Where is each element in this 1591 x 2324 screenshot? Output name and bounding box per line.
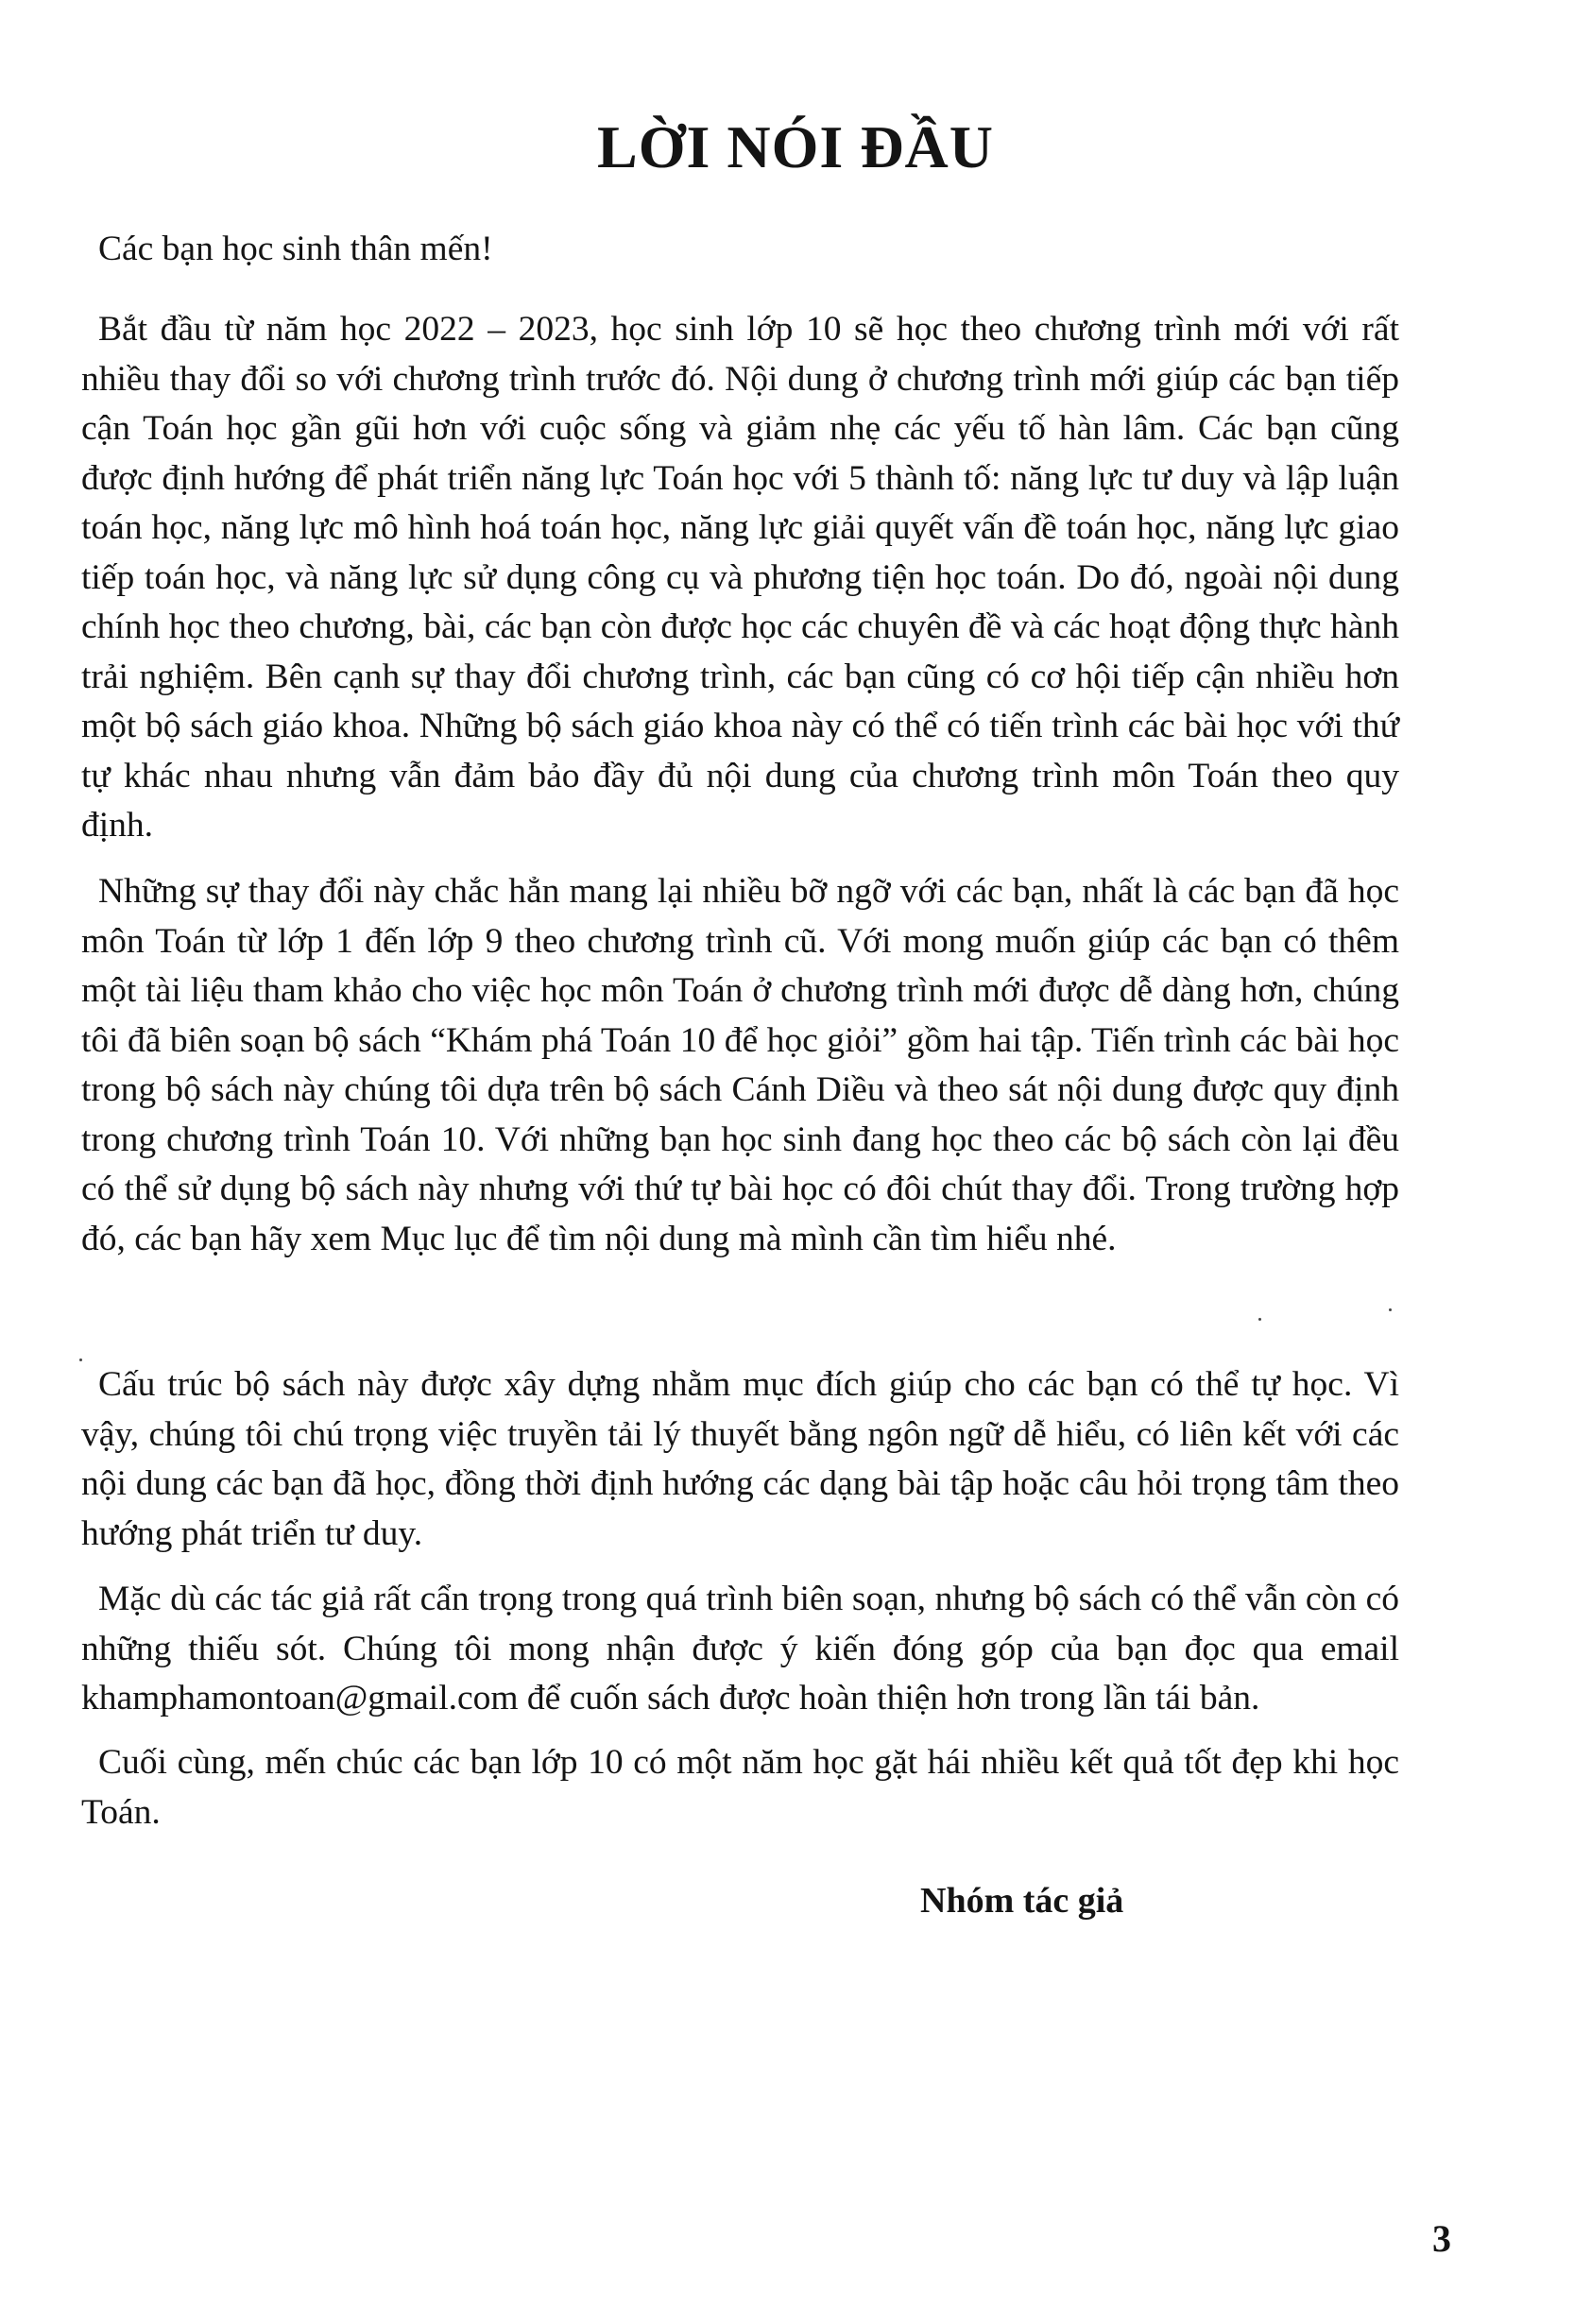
author-signature: Nhóm tác giả (920, 1881, 1124, 1921)
paragraph-structure: Cấu trúc bộ sách này được xây dựng nhằm mục đích giúp cho các bạn có thể tự học. Vì vậy, chúng tôi chú trọng việc truyền tải lý thuyết bằng ngôn ngữ dễ hiểu, có liên kết với các nội dung các bạn đã học, đồng thời định hướng các dạng bài tập hoặc câu hỏi trọng tâm theo hướng phát triển tư duy. (81, 1365, 1399, 1553)
paragraph-changes: Những sự thay đổi này chắc hẳn mang lại nhiều bỡ ngỡ với các bạn, nhất là các bạn đã học môn Toán từ lớp 1 đến lớp 9 theo chương trình cũ. Với mong muốn giúp các bạn có thêm một tài liệu tham khảo cho việc học môn Toán ở chương trình mới được dễ dàng hơn, chúng tôi đã biên soạn bộ sách “Khám phá Toán 10 để học giỏi” gồm hai tập. Tiến trình các bài học trong bộ sách này chúng tôi dựa trên bộ sách Cánh Diều và theo sát nội dung được quy định trong chương trình Toán 10. Với những bạn học sinh đang học theo các bộ sách còn lại đều có thể sử dụng bộ sách này nhưng với thứ tự bài học có đôi chút thay đổi. Trong trường hợp đó, các bạn hãy xem Mục lục để tìm nội dung mà mình cần tìm hiểu nhé. (81, 872, 1399, 1258)
paragraph-feedback: Mặc dù các tác giả rất cẩn trọng trong quá trình biên soạn, nhưng bộ sách có thể vẫn còn có những thiếu sót. Chúng tôi mong nhận được ý kiến đóng góp của bạn đọc qua email khamphamontoan@gmail.com để cuốn sách được hoàn thiện hơn trong lần tái bản. (81, 1580, 1399, 1717)
page-title: LỜI NÓI ĐẦU (597, 113, 994, 180)
paragraph-intro: Bắt đầu từ năm học 2022 – 2023, học sinh lớp 10 sẽ học theo chương trình mới với rất nhiều thay đổi so với chương trình trước đó. Nội dung ở chương trình mới giúp các bạn tiếp cận Toán học gần gũi hơn với cuộc sống và giảm nhẹ các yếu tố hàn lâm. Các bạn cũng được định hướng để phát triển năng lực Toán học với 5 thành tố: năng lực tư duy và lập luận toán học, năng lực mô hình hoá toán học, năng lực giải quyết vấn đề toán học, năng lực giao tiếp toán học, và năng lực sử dụng công cụ và phương tiện học toán. Do đó, ngoài nội dung chính học theo chương, bài, các bạn còn được học các chuyên đề và các hoạt động thực hành trải nghiệm. Bên cạnh sự thay đổi chương trình, các bạn cũng có cơ hội tiếp cận nhiều hơn một bộ sách giáo khoa. Những bộ sách giáo khoa này có thể có tiến trình các bài học với thứ tự khác nhau nhưng vẫn đảm bảo đầy đủ nội dung của chương trình môn Toán theo quy định. (81, 310, 1399, 845)
page-number: 3 (1432, 2217, 1451, 2260)
paragraph-closing: Cuối cùng, mến chúc các bạn lớp 10 có một năm học gặt hái nhiều kết quả tốt đẹp khi học Toán. (81, 1743, 1399, 1832)
scan-speck (79, 1359, 82, 1361)
greeting: Các bạn học sinh thân mến! (98, 230, 493, 268)
scan-speck (1389, 1308, 1392, 1311)
scan-speck (1258, 1318, 1261, 1321)
